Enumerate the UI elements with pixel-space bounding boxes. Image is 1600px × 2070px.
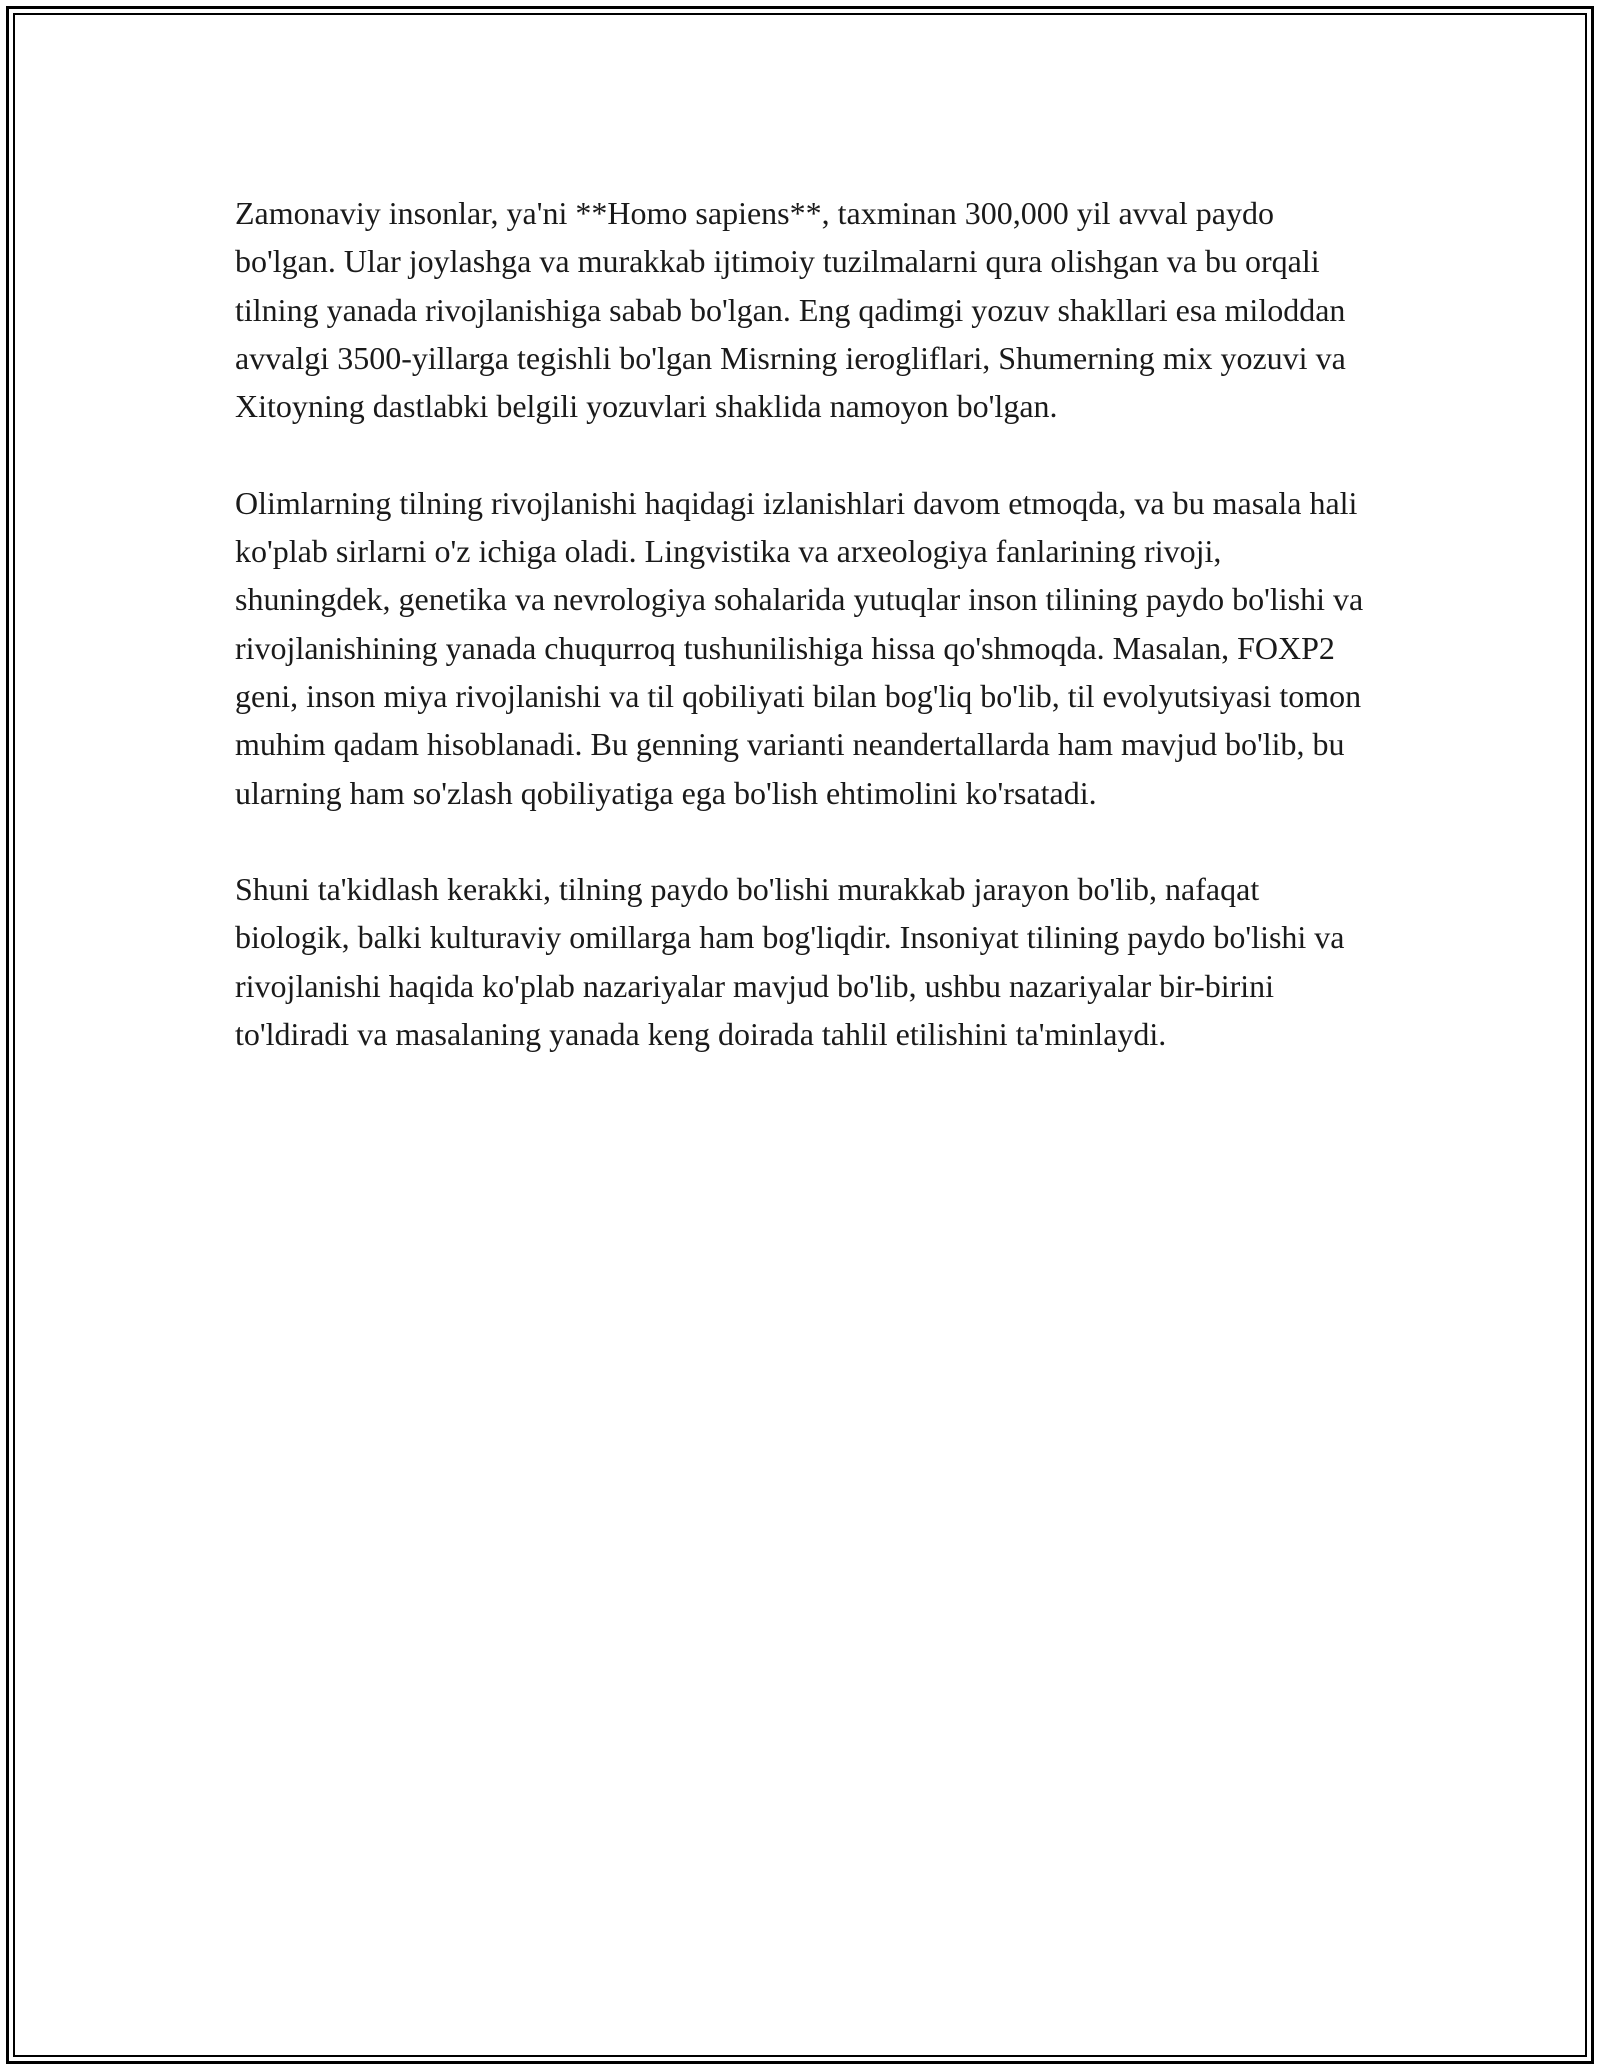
paragraph-conclusion: Shuni ta'kidlash kerakki, tilning paydo bo'lishi murakkab jarayon bo'lib, nafaqat biologik, balki kulturaviy omillarga ham bog'liqdir. Insoniyat tilining paydo bo'lishi va rivojlanishi haqida ko'plab nazariyalar mavjud bo'lib, ushbu nazariyalar bir-birini to'ldiradi va masalaning yanada keng doirada tahlil etilishini ta'minlaydi. <box>235 871 1345 1053</box>
paragraph-language-research: Olimlarning tilning rivojlanishi haqidagi izlanishlari davom etmoqda, va bu masala hali ko'plab sirlarni o'z ichiga oladi. Lingvistika va arxeologiya fanlarining rivoji, shuningdek, genetika va nevrologiya sohalarida yutuqlar inson tilining paydo bo'lishi va rivojlanishining yanada chuqurroq tushunilishiga hissa qo'shmoqda. Masalan, FOXP2 geni, inson miya rivojlanishi va til qobiliyati bilan bog'liq bo'lib, til evolyutsiyasi tomon muhim qadam hisoblanadi. Bu genning varianti neandertallarda ham mavjud bo'lib, bu ularning ham so'zlash qobiliyatiga ega bo'lish ehtimolini ko'rsatadi. <box>235 484 1364 811</box>
document-body <box>235 189 1365 1107</box>
paragraph-homo-sapiens: Zamonaviy insonlar, ya'ni **Homo sapiens**, taxminan 300,000 yil avval paydo bo'lgan. Ular joylashga va murakkab ijtimoiy tuzilmalarni qura olishgan va bu orqali tilning yanada rivojlanishiga sabab bo'lgan. Eng qadimgi yozuv shakllari esa miloddan avvalgi 3500-yillarga tegishli bo'lgan Misrning ierogliflari, Shumerning mix yozuvi va Xitoyning dastlabki belgili yozuvlari shaklida namoyon bo'lgan. <box>235 195 1346 425</box>
